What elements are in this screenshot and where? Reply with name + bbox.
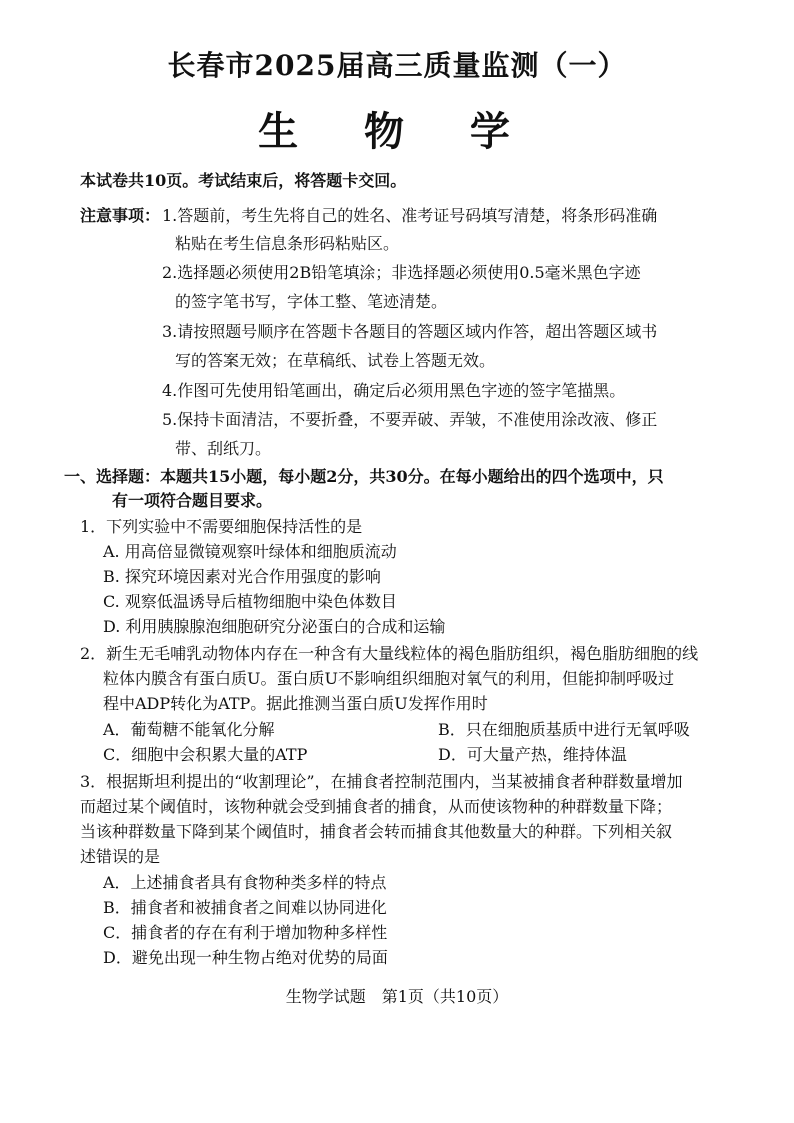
note-1-line-1: 1.答题前，考生先将自己的姓名、准考证号码填写清楚，将条形码准确 bbox=[162, 206, 658, 225]
section-heading-line-1: 一、选择题：本题共15小题，每小题2分，共30分。在每小题给出的四个选项中，只 bbox=[64, 467, 664, 486]
q3-stem-line-4: 述错误的是 bbox=[80, 847, 161, 866]
note-5-line-2: 带、刮纸刀。 bbox=[175, 439, 272, 458]
note-5-line-1: 5.保持卡面清洁，不要折叠，不要弄破、弄皱，不准使用涂改液、修正 bbox=[162, 410, 658, 429]
q3-option-c: C．捕食者的存在有利于增加物种多样性 bbox=[103, 923, 388, 942]
q2-stem-line-1: 2．新生无毛哺乳动物体内存在一种含有大量线粒体的褐色脂肪组织，褐色脂肪细胞的线 bbox=[80, 644, 699, 663]
q3-stem-line-3: 当该种群数量下降到某个阈值时，捕食者会转而捕食其他数量大的种群。下列相关叙 bbox=[80, 822, 673, 841]
intro-text: 本试卷共10页。考试结束后，将答题卡交回。 bbox=[80, 171, 407, 190]
exam-title: 长春市2025届高三质量监测（一） bbox=[167, 49, 627, 82]
q3-stem-line-2: 而超过某个阈值时，该物种就会受到捕食者的捕食，从而使该物种的种群数量下降； bbox=[80, 797, 673, 816]
note-1-line-2: 粘贴在考生信息条形码粘贴区。 bbox=[175, 234, 400, 253]
q2-option-d: D．可大量产热，维持体温 bbox=[438, 745, 627, 764]
note-3-line-1: 3.请按照题号顺序在答题卡各题目的答题区域内作答，超出答题区域书 bbox=[162, 322, 658, 341]
q2-stem-line-2: 粒体内膜含有蛋白质U。蛋白质U不影响组织细胞对氧气的利用，但能抑制呼吸过 bbox=[103, 669, 674, 688]
q3-option-b: B．捕食者和被捕食者之间难以协同进化 bbox=[103, 898, 387, 917]
note-2-line-1: 2.选择题必须使用2B铅笔填涂；非选择题必须使用0.5毫米黑色字迹 bbox=[162, 263, 641, 282]
q3-option-d: D．避免出现一种生物占绝对优势的局面 bbox=[103, 948, 388, 967]
q1-stem: 1．下列实验中不需要细胞保持活性的是 bbox=[80, 517, 363, 536]
note-3-line-2: 写的答案无效；在草稿纸、试卷上答题无效。 bbox=[175, 351, 496, 370]
section-heading-line-2: 有一项符合题目要求。 bbox=[112, 491, 273, 510]
q1-option-a: A. 用高倍显微镜观察叶绿体和细胞质流动 bbox=[103, 542, 397, 561]
q2-stem-line-3: 程中ADP转化为ATP。据此推测当蛋白质U发挥作用时 bbox=[103, 694, 488, 713]
note-4-line-1: 4.作图可先使用铅笔画出，确定后必须用黑色字迹的签字笔描黑。 bbox=[162, 381, 626, 400]
page-footer: 生物学试题 第1页（共10页） bbox=[285, 987, 509, 1006]
subject-title: 生 物 学 bbox=[258, 108, 536, 155]
q2-option-a: A．葡萄糖不能氧化分解 bbox=[103, 720, 275, 739]
q2-option-b: B．只在细胞质基质中进行无氧呼吸 bbox=[438, 720, 690, 739]
q1-option-d: D. 利用胰腺腺泡细胞研究分泌蛋白的合成和运输 bbox=[103, 617, 446, 636]
notes-label: 注意事项： bbox=[80, 206, 161, 225]
q2-option-c: C．细胞中会积累大量的ATP bbox=[103, 745, 308, 764]
note-2-line-2: 的签字笔书写，字体工整、笔迹清楚。 bbox=[175, 292, 448, 311]
q1-option-b: B. 探究环境因素对光合作用强度的影响 bbox=[103, 567, 381, 586]
q1-option-c: C. 观察低温诱导后植物细胞中染色体数目 bbox=[103, 592, 397, 611]
q3-stem-line-1: 3．根据斯坦利提出的“收割理论”，在捕食者控制范围内，当某被捕食者种群数量增加 bbox=[80, 772, 683, 791]
q3-option-a: A．上述捕食者具有食物种类多样的特点 bbox=[103, 873, 387, 892]
